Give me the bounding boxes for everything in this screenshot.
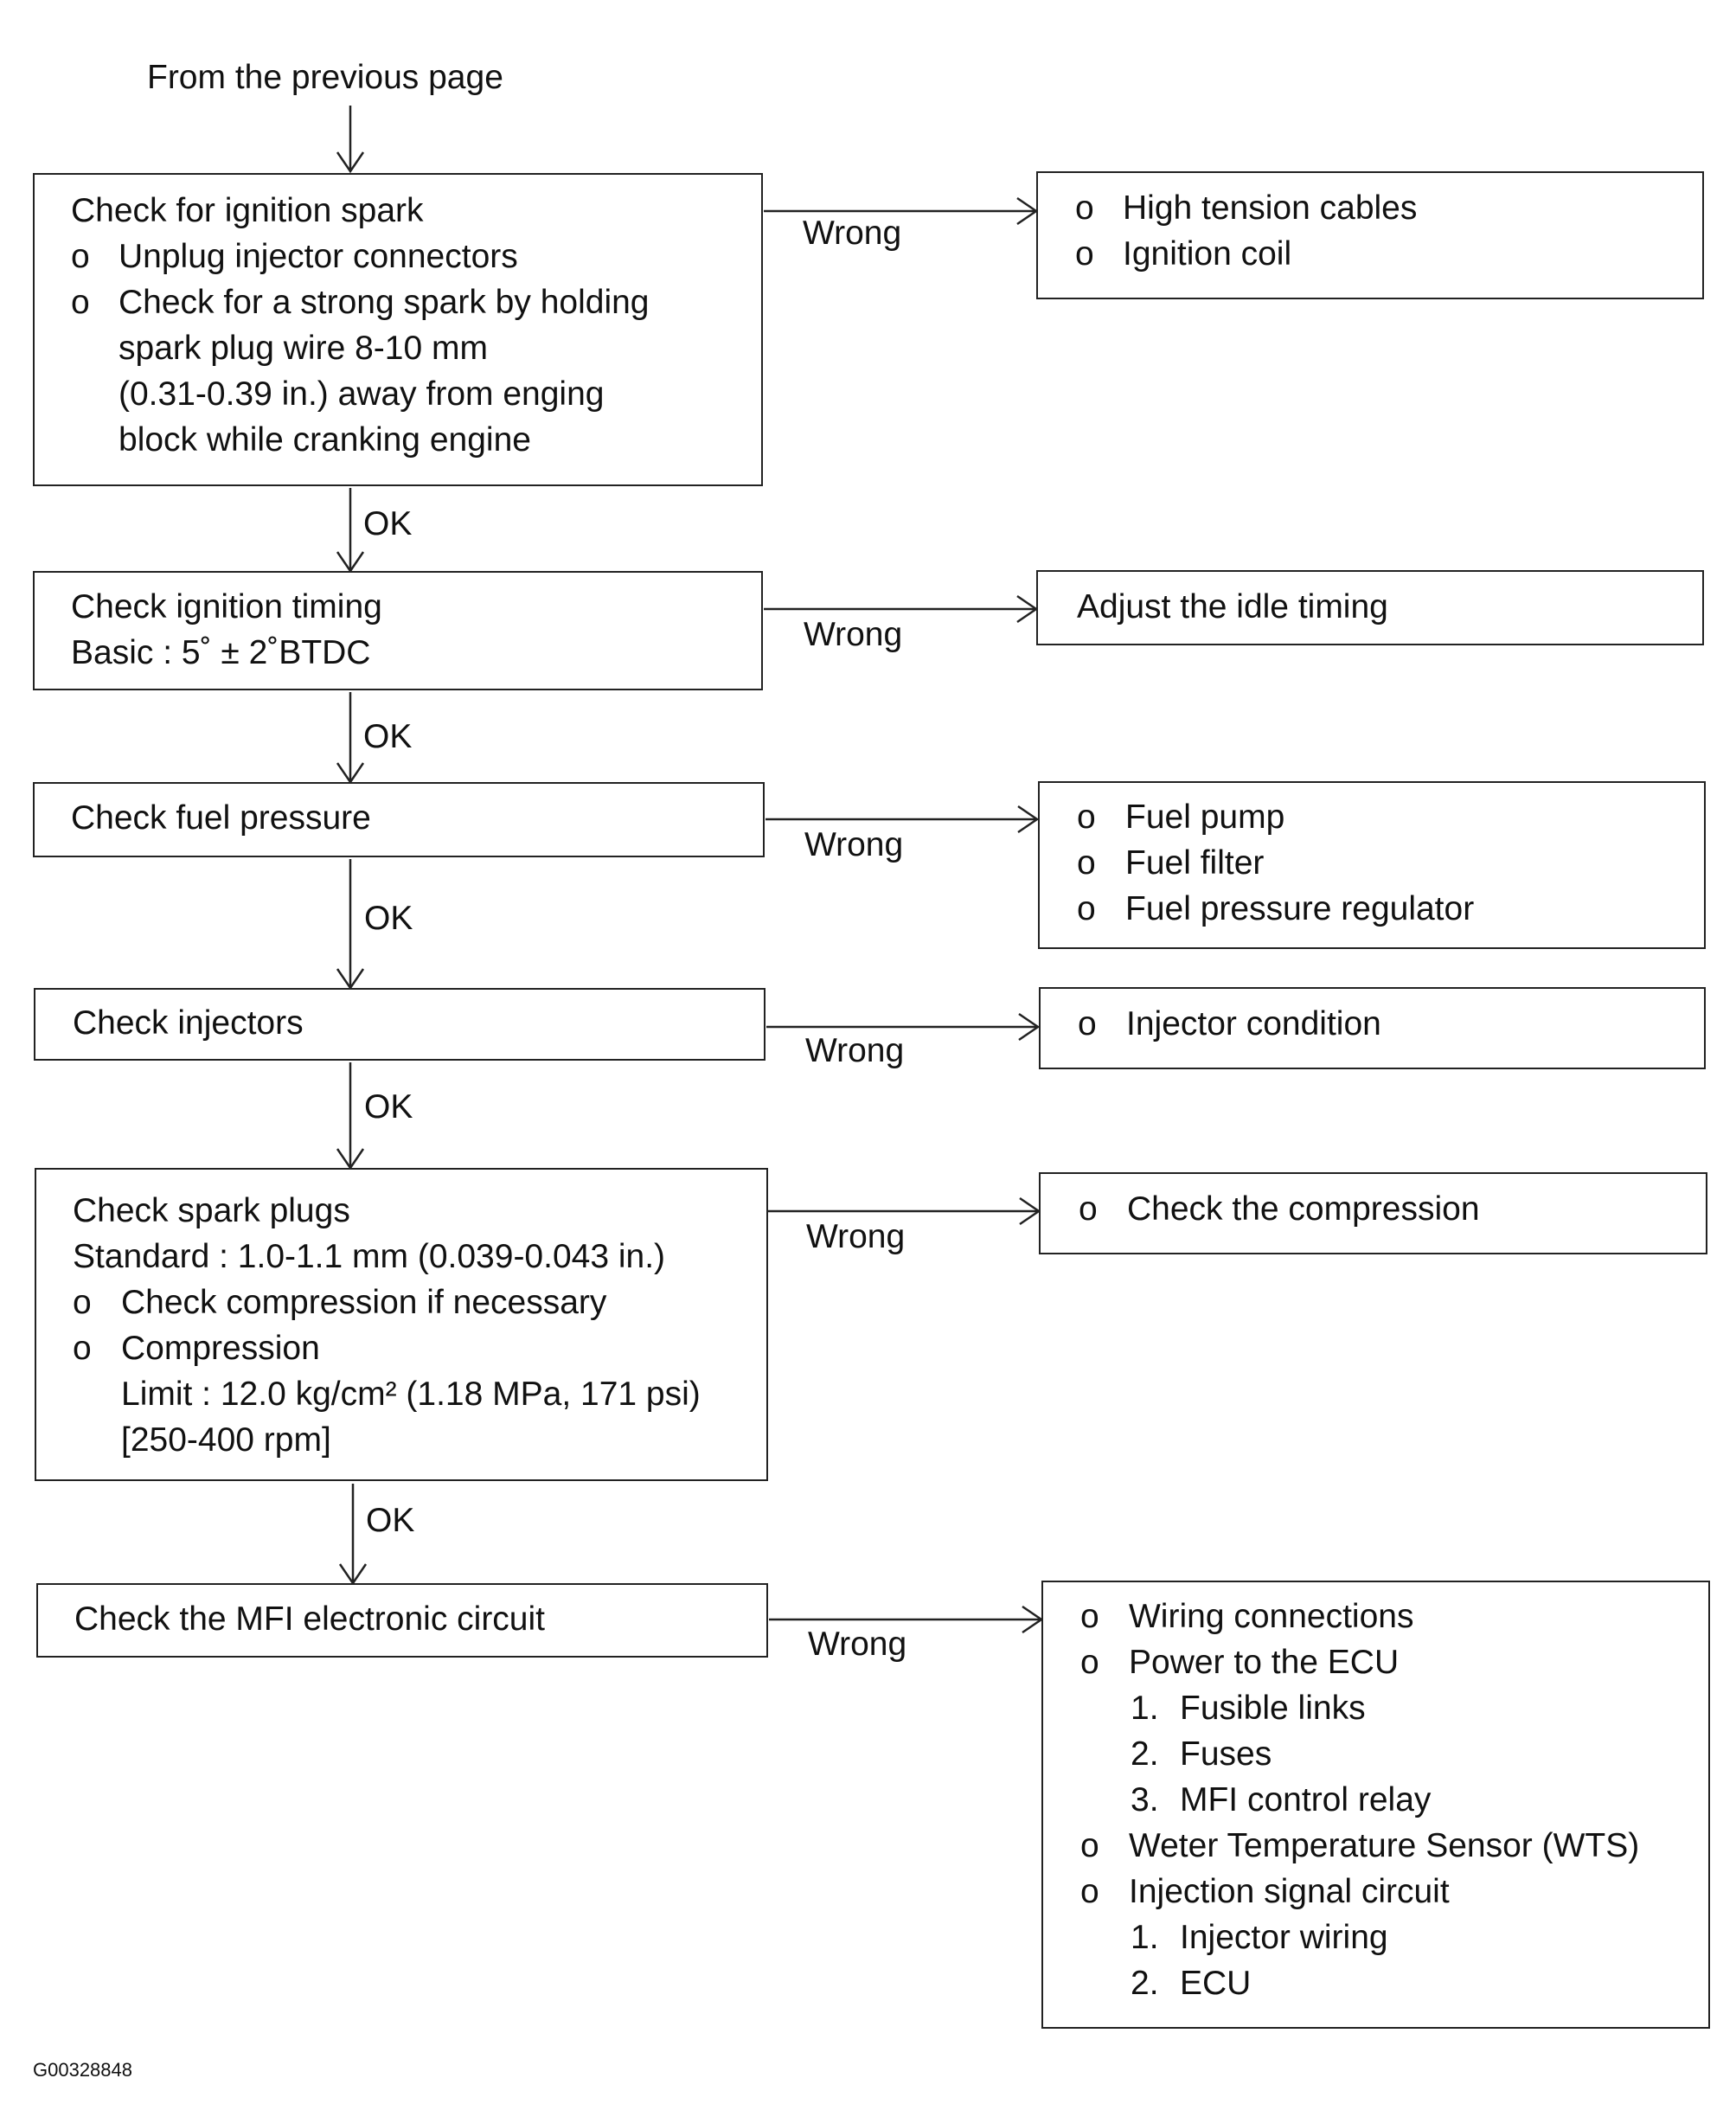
step-continuation: spark plug wire 8-10 mm	[119, 330, 488, 367]
step-title: Check ignition timing	[71, 588, 382, 625]
ok-label-3: OK	[364, 900, 413, 937]
step-title: Check the MFI electronic circuit	[74, 1600, 546, 1638]
wrong-label-4: Wrong	[805, 1032, 905, 1069]
wrong-label-3: Wrong	[804, 826, 904, 863]
step-title: Check spark plugs	[73, 1192, 350, 1229]
wrong-label-2: Wrong	[804, 616, 903, 653]
step-title: Check fuel pressure	[71, 799, 371, 837]
step-detail: Basic : 5˚ ± 2˚BTDC	[71, 634, 371, 671]
ok-label-5: OK	[366, 1502, 415, 1539]
figure-id: G00328848	[33, 2059, 132, 2081]
from-previous-page-label: From the previous page	[147, 59, 503, 96]
step-continuation: Limit : 12.0 kg/cm² (1.18 MPa, 171 psi)	[121, 1376, 701, 1413]
ok-label-2: OK	[363, 718, 413, 755]
step-continuation: (0.31-0.39 in.) away from enging	[119, 375, 605, 413]
wrong-label-5: Wrong	[806, 1218, 906, 1255]
wrong-label-1: Wrong	[803, 215, 902, 252]
step-continuation: [250-400 rpm]	[121, 1421, 331, 1459]
step-title: Check injectors	[73, 1004, 304, 1042]
ok-label-4: OK	[364, 1088, 413, 1126]
wrong-label-6: Wrong	[808, 1626, 907, 1663]
remedy-text: Adjust the idle timing	[1077, 588, 1388, 625]
ok-label-1: OK	[363, 505, 413, 542]
step-continuation: block while cranking engine	[119, 421, 531, 459]
step-title: Check for ignition spark	[71, 192, 424, 229]
step-detail: Standard : 1.0-1.1 mm (0.039-0.043 in.)	[73, 1238, 666, 1275]
